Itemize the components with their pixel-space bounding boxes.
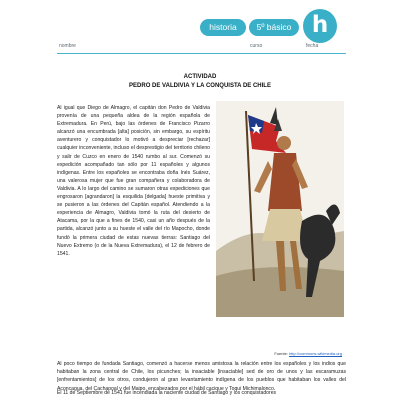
course-label: curso xyxy=(250,43,263,49)
name-label: nombre xyxy=(59,43,76,49)
date-label: fecha xyxy=(306,43,319,49)
title-line-1: ACTIVIDAD xyxy=(183,74,217,80)
page-title xyxy=(0,73,400,90)
header-tags xyxy=(200,19,299,36)
body-paragraph-3: El 11 de Septiembre de 1541 fue incendiada la naciente ciudad de Santiago y los conquistadores xyxy=(57,390,277,396)
illustration-drawing xyxy=(216,101,344,317)
brand-logo xyxy=(303,9,337,43)
subject-tag: historia xyxy=(200,19,246,36)
fields-underline xyxy=(57,53,346,54)
brand-logo-letter: h xyxy=(311,11,329,38)
pedro-de-valdivia-illustration xyxy=(216,101,344,317)
title-line-2: PEDRO DE VALDIVIA Y LA CONQUISTA DE CHILE xyxy=(129,82,271,89)
credit-link[interactable]: http://commons.wikimedia.org xyxy=(289,351,342,356)
intro-paragraph: Al igual que Diego de Almagro, el capitán don Pedro de Valdivia provenía de una pequeña aldea de la región española de Extremadura. En Perú, bajo las órdenes de Francisco Pizarro alcanzó una encumbrada [alta] posición, sin embargo, su espíritu aventurero y conquistador lo motivó a despreciar [rechazar] cualquier inconveniente, incluso el desprestigio del territorio chileno y salir de Cuzco en enero de 1540 rumbo al sur. Comenzó su expedición acompañado tan sólo por 11 españoles y algunos indígenas. Entre los españoles se encontraba doña Inés Suárez, una valerosa mujer que fue gran compañera y colaboradora de Valdivia. A lo largo del camino se sumaron otras expediciones que engrosaron [agrandaron] la esquilida [delgada] hueste primitiva y se pusieron a las órdenes del Capitán español. Atendiendo a la experiencia de Almagro, Valdivia tomó la ruta del desierto de Atacama, por la que a fines de 1540, casi un año después de la partida, alcanzó junto a su hueste el valle del río Mapocho, donde fundó la primera ciudad de estas nuevas tierras: Santiago del Nuevo Extremo (o de la Nueva Extremadura), el 12 de febrero de 1541. xyxy=(57,105,210,257)
body-paragraph-2: Al poco tiempo de fundada Santiago, comenzó a hacerse menos amistosa la relación entre los españoles y los indios que habitaban la zona central de Chile, los picunches; la insaciable [insaciable] sed de oro de unos y las escaramuzas [enfrentamientos] de los otros, condujeron al gran levantamiento indígena de los pueblos que habitaban los valles del Aconcagua, del Cachapoal y del Maipo, encabezados por el hábil cacique y Toqui Michimalonco. xyxy=(57,361,346,392)
credit-label: Fuente: xyxy=(274,351,288,356)
student-fields xyxy=(57,42,346,54)
image-credit xyxy=(274,351,342,356)
grade-tag: 5º básico xyxy=(249,19,299,36)
